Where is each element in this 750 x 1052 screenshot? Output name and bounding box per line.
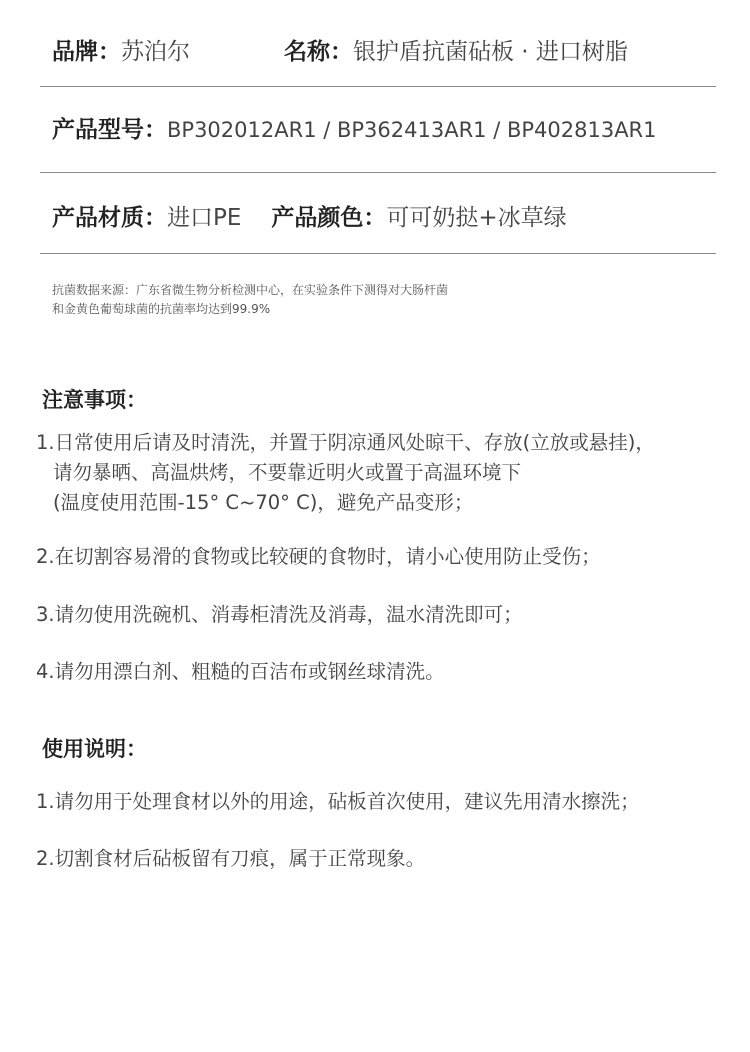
color-label: 产品颜色： [271,205,387,231]
precaution-item-1-line-2: 请勿暴晒、高温烘烤，不要靠近明火或置于高温环境下 [53,461,522,484]
instruction-item-2: 2.切割食材后砧板留有刀痕，属于正常现象。 [36,847,426,870]
precaution-item-1-line-3: (温度使用范围-15° C~70° C)，避免产品变形； [53,491,474,514]
material-value: 进口PE [167,205,242,231]
brand-label: 品牌： [52,39,121,65]
model-label: 产品型号： [52,117,167,143]
instructions-title: 使用说明： [42,737,147,761]
color-value: 可可奶挞+冰草绿 [386,205,567,231]
product-name-label: 名称： [284,39,353,65]
divider-3 [40,253,716,254]
divider-1 [40,86,716,87]
precaution-item-1 [36,428,655,518]
precaution-item-4: 4.请勿用漂白剂、粗糙的百洁布或钢丝球清洗。 [36,660,445,683]
model-row [52,114,716,146]
instruction-item-1: 1.请勿用于处理食材以外的用途，砧板首次使用，建议先用清水擦洗； [36,790,640,813]
material-label: 产品材质： [52,205,167,231]
brand-name-row [52,36,716,68]
source-note-line-1: 抗菌数据来源：广东省微生物分析检测中心，在实验条件下测得对大肠杆菌 [52,283,449,297]
model-value: BP302012AR1 / BP362413AR1 / BP402813AR1 [167,118,657,142]
material-color-row [52,202,716,234]
product-name-value: 银护盾抗菌砧板 · 进口树脂 [353,39,628,65]
precautions-title: 注意事项： [42,388,147,412]
precaution-item-2: 2.在切割容易滑的食物或比较硬的食物时，请小心使用防止受伤； [36,545,601,568]
brand-value: 苏泊尔 [121,39,190,65]
source-note-line-2: 和金黄色葡萄球菌的抗菌率均达到99.9% [52,302,271,316]
divider-2 [40,172,716,173]
precaution-item-3: 3.请勿使用洗碗机、消毒柜清洗及消毒，温水清洗即可； [36,603,523,626]
antibacterial-source-note [52,281,448,319]
precaution-item-1-line-1: 1.日常使用后请及时清洗，并置于阴凉通风处晾干、存放(立放或悬挂)， [36,431,655,454]
